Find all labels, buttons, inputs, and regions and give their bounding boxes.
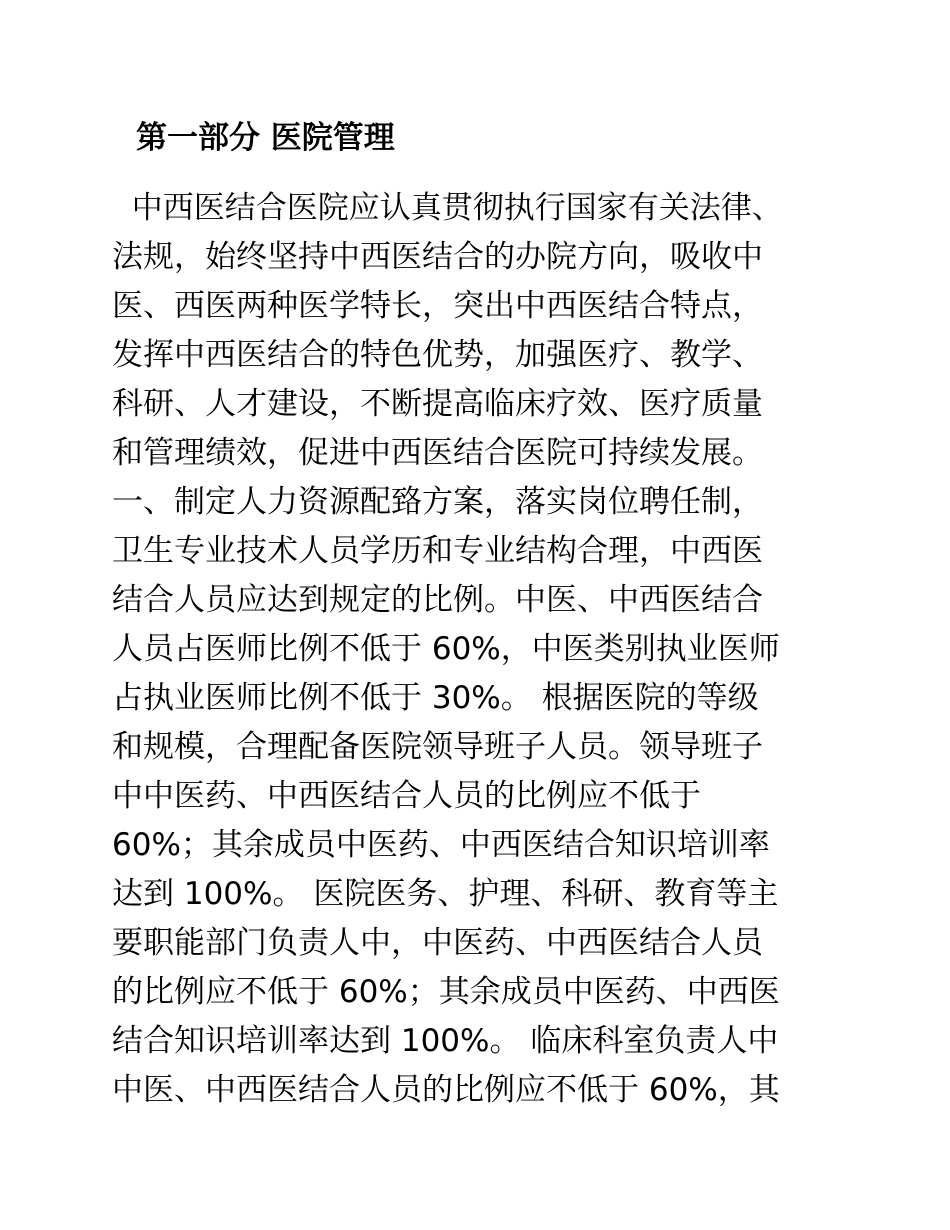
text-line: 中中医药、中西医结合人员的比例应不低于: [112, 778, 701, 814]
text-line: 一、制定人力资源配臵方案，落实岗位聘任制，: [112, 484, 763, 520]
text-line: 卫生专业技术人员学历和专业结构合理，中西医: [112, 533, 763, 569]
section-heading: 第一部分 医院管理: [136, 120, 395, 156]
text-line: 60%；其余成员中医药、中西医结合知识培训率: [112, 827, 770, 863]
text-line: 结合知识培训率达到 100%。 临床科室负责人中: [112, 1023, 779, 1059]
text-line: 和管理绩效，促进中西医结合医院可持续发展。: [112, 435, 763, 471]
body-paragraph: [112, 184, 852, 1115]
text-line: 达到 100%。 医院医务、护理、科研、教育等主: [112, 876, 779, 912]
text-line: 法规，始终坚持中西医结合的办院方向，吸收中: [112, 239, 763, 275]
text-line: 发挥中西医结合的特色优势，加强医疗、教学、: [112, 337, 763, 373]
text-line: 要职能部门负责人中，中医药、中西医结合人员: [112, 925, 763, 961]
text-line: 结合人员应达到规定的比例。中医、中西医结合: [112, 582, 763, 618]
text-line: 中医、中西医结合人员的比例应不低于 60%，其: [112, 1072, 780, 1108]
text-line: 人员占医师比例不低于 60%，中医类别执业医师: [112, 631, 780, 667]
text-line: 的比例应不低于 60%；其余成员中医药、中西医: [112, 974, 780, 1010]
text-line: 医、西医两种医学特长，突出中西医结合特点，: [112, 288, 763, 324]
text-line: 中西医结合医院应认真贯彻执行国家有关法律、: [112, 190, 783, 226]
text-line: 和规模，合理配备医院领导班子人员。领导班子: [112, 729, 763, 765]
text-line: 科研、人才建设，不断提高临床疗效、医疗质量: [112, 386, 763, 422]
text-line: 占执业医师比例不低于 30%。 根据医院的等级: [112, 680, 759, 716]
